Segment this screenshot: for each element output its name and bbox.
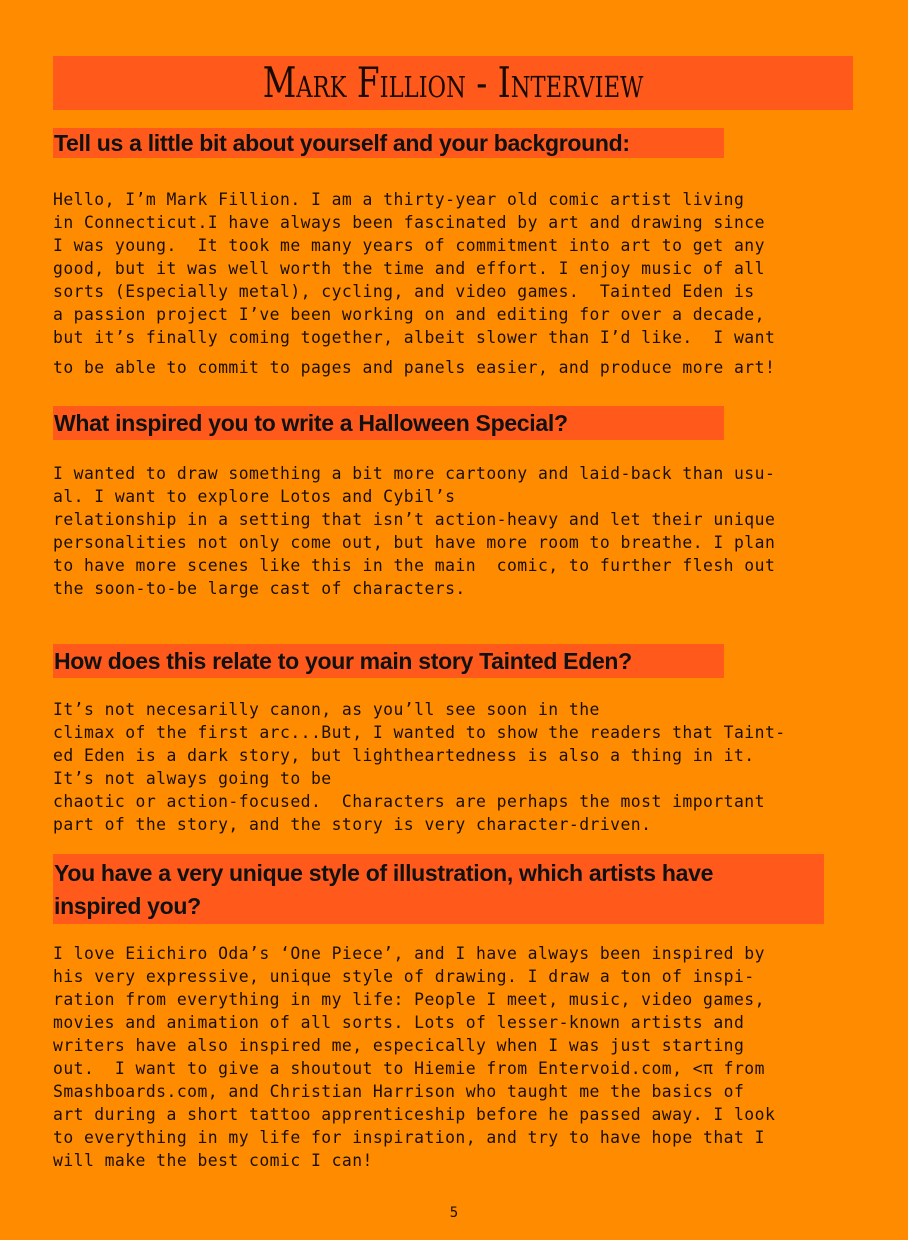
- answer-line: chaotic or action-focused. Characters are perhaps the most important: [53, 792, 765, 811]
- answer-line: will make the best comic I can!: [53, 1151, 373, 1170]
- answer-line: his very expressive, unique style of drawing. I draw a ton of inspi-: [53, 967, 755, 986]
- answer-line: ed Eden is a dark story, but lightheartedness is also a thing in it.: [53, 746, 755, 765]
- answer-line: part of the story, and the story is very character-driven.: [53, 815, 652, 834]
- question-1: Tell us a little bit about yourself and your background:: [53, 128, 724, 158]
- question-4-line: inspired you?: [54, 893, 201, 919]
- answer-line: ration from everything in my life: People I meet, music, video games,: [53, 990, 765, 1009]
- answer-line: in Connecticut.I have always been fascinated by art and drawing since: [53, 213, 765, 232]
- answer-line: good, but it was well worth the time and effort. I enjoy music of all: [53, 259, 765, 278]
- question-2: What inspired you to write a Halloween Special?: [53, 406, 724, 440]
- answer-line: to be able to commit to pages and panels easier, and produce more art!: [53, 358, 776, 377]
- title-banner: [53, 56, 853, 110]
- question-3: How does this relate to your main story Tainted Eden?: [53, 644, 724, 678]
- answer-line: to everything in my life for inspiration, and try to have hope that I: [53, 1128, 765, 1147]
- page-number: 5: [449, 1205, 459, 1221]
- answer-line: a passion project I’ve been working on and editing for over a decade,: [53, 305, 765, 324]
- answer-4: [53, 942, 863, 1172]
- answer-line: relationship in a setting that isn’t action-heavy and let their unique: [53, 510, 776, 529]
- answer-line: movies and animation of all sorts. Lots of lesser-known artists and: [53, 1013, 745, 1032]
- answer-line: It’s not always going to be: [53, 769, 332, 788]
- answer-line: but it’s finally coming together, albeit slower than I’d like. I want: [53, 328, 776, 347]
- answer-line: sorts (Especially metal), cycling, and video games. Tainted Eden is: [53, 282, 755, 301]
- answer-line: I wanted to draw something a bit more cartoony and laid-back than usu-: [53, 464, 776, 483]
- answer-line: Smashboards.com, and Christian Harrison who taught me the basics of: [53, 1082, 745, 1101]
- answer-line: writers have also inspired me, especically when I was just starting: [53, 1036, 745, 1055]
- question-4-line: You have a very unique style of illustration, which artists have: [54, 860, 714, 886]
- answer-line: to have more scenes like this in the main comic, to further flesh out: [53, 556, 776, 575]
- answer-1: [53, 188, 863, 379]
- answer-line: art during a short tattoo apprenticeship before he passed away. I look: [53, 1105, 776, 1124]
- answer-line: personalities not only come out, but have more room to breathe. I plan: [53, 533, 776, 552]
- answer-line: Hello, I’m Mark Fillion. I am a thirty-year old comic artist living: [53, 190, 745, 209]
- page-title: Mark Fillion - Interview: [262, 58, 644, 107]
- answer-line: I was young. It took me many years of commitment into art to get any: [53, 236, 765, 255]
- question-4: [53, 854, 824, 924]
- answer-2: [53, 462, 863, 600]
- answer-line: I love Eiichiro Oda’s ‘One Piece’, and I have always been inspired by: [53, 944, 765, 963]
- answer-line: climax of the first arc...But, I wanted to show the readers that Taint-: [53, 723, 786, 742]
- answer-line: It’s not necesarilly canon, as you’ll see soon in the: [53, 700, 600, 719]
- answer-line: the soon-to-be large cast of characters.: [53, 579, 466, 598]
- answer-line: al. I want to explore Lotos and Cybil’s: [53, 487, 456, 506]
- answer-line: out. I want to give a shoutout to Hiemie from Entervoid.com, <π from: [53, 1059, 765, 1078]
- answer-3: [53, 698, 863, 836]
